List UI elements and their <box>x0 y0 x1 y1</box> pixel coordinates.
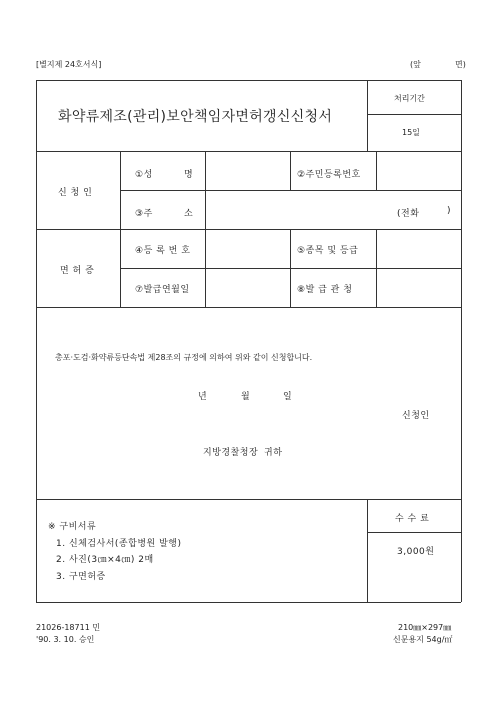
declaration-statement: 총포·도검·화약류등단속법 제28조의 규정에 의하여 위와 같이 신청합니다. <box>55 353 313 362</box>
type-grade-field[interactable] <box>377 230 460 267</box>
page-side-label-end: 면) <box>455 60 466 69</box>
phone-close: ) <box>447 206 452 216</box>
processing-period-label: 처리기간 <box>394 94 425 103</box>
registration-number-label: ④등 록 번 호 <box>135 246 191 256</box>
license-section-label: 면 허 증 <box>60 266 95 276</box>
date-year-label: 년 <box>198 392 208 402</box>
approval-date: '90. 3. 10. 승인 <box>36 635 95 644</box>
fee-label: 수 수 료 <box>395 514 430 524</box>
processing-period-value: 15일 <box>402 128 420 137</box>
paper-type: 신문용지 54g/㎡ <box>393 635 453 644</box>
rrn-label: ②주민등록번호 <box>297 170 361 180</box>
name-field[interactable] <box>206 152 289 189</box>
issue-date-field[interactable] <box>206 269 289 306</box>
issuing-authority-field[interactable] <box>377 269 460 306</box>
page-side-label: (앞 <box>410 60 421 69</box>
applicant-signature-label: 신청인 <box>402 411 430 421</box>
address-label: ③주 <box>135 209 153 219</box>
form-number: [별지제 24호서식] <box>36 60 102 69</box>
type-grade-label: ⑤종목 및 등급 <box>297 246 359 256</box>
document-item: 3. 구면허증 <box>56 572 106 582</box>
date-month-label: 월 <box>241 392 251 402</box>
form-title: 화약류제조(관리)보안책임자면허갱신신청서 <box>58 109 333 125</box>
issue-date-label: ⑦발급연월일 <box>135 285 190 295</box>
document-item: 1. 신체검사서(종합병원 발행) <box>56 539 182 549</box>
address-label-2: 소 <box>184 209 194 219</box>
registration-number-field[interactable] <box>206 230 289 267</box>
rrn-field[interactable] <box>377 152 460 189</box>
paper-size: 210㎜×297㎜ <box>398 623 452 632</box>
recipient-label: 지방경찰청장 <box>203 448 259 458</box>
phone-label: (전화 <box>397 209 420 219</box>
required-documents-heading: ※ 구비서류 <box>48 522 97 532</box>
applicant-section-label: 신 청 인 <box>58 188 93 198</box>
name-label: ①성 <box>135 170 153 180</box>
address-field[interactable] <box>206 191 460 228</box>
recipient-suffix: 귀하 <box>264 448 283 458</box>
form-code: 21026-18711 민 <box>36 623 101 632</box>
name-label-2: 명 <box>184 170 194 180</box>
date-day-label: 일 <box>283 392 293 402</box>
document-item: 2. 사진(3㎝×4㎝) 2매 <box>56 555 154 565</box>
fee-value: 3,000원 <box>397 547 435 557</box>
issuing-authority-label: ⑧발 급 관 청 <box>297 285 353 295</box>
